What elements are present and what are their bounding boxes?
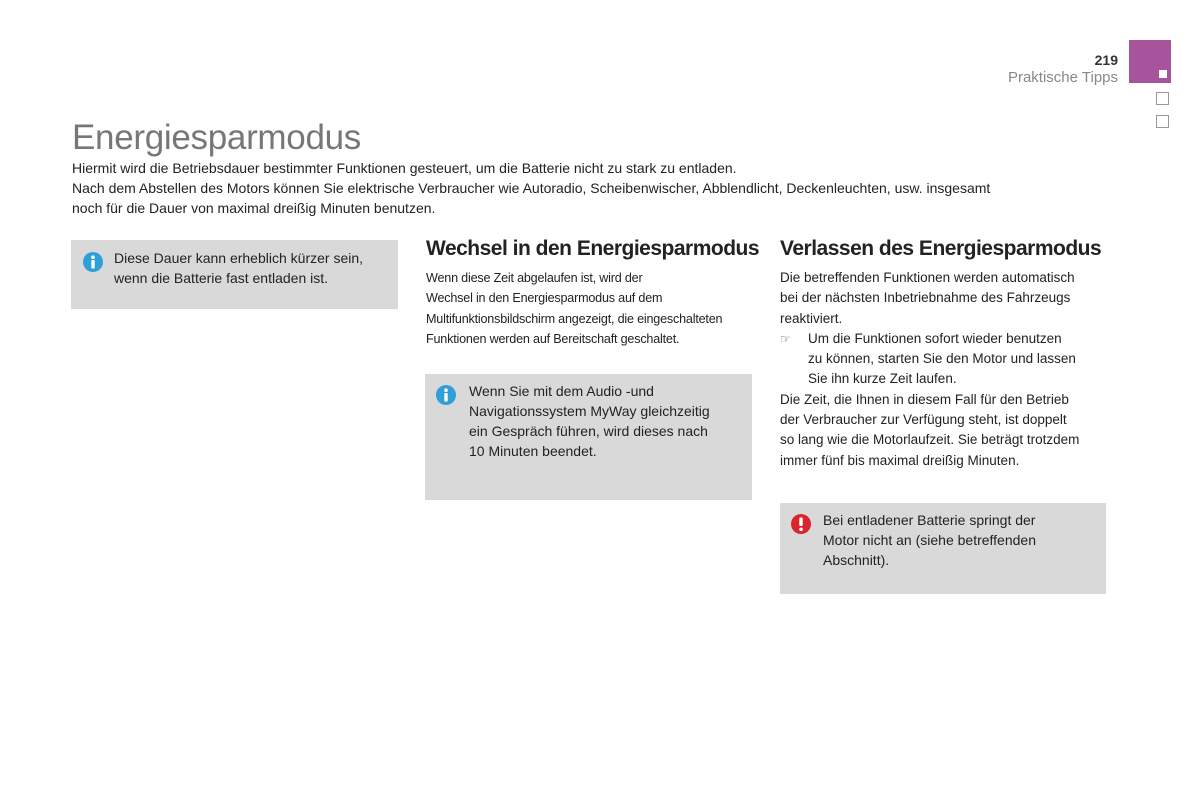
note-line: Wenn Sie mit dem Audio -und [469,383,654,399]
body-line: der Verbraucher zur Verfügung steht, ist doppelt [780,412,1067,428]
note-line: Bei entladener Batterie springt der [823,512,1036,528]
section-name: Praktische Tipps [1007,69,1118,86]
intro-line: noch für die Dauer von maximal dreißig Minuten benutzen. [72,200,436,216]
chapter-tab-box [1156,92,1169,105]
intro-line: Hiermit wird die Betriebsdauer bestimmter Funktionen gesteuert, um die Batterie nicht zu stark zu entladen. [72,160,737,176]
section-heading-enter: Wechsel in den Energiesparmodus [426,237,760,260]
body-line: so lang wie die Motorlaufzeit. Sie beträgt trotzdem [780,432,1080,448]
warning-note [780,503,1106,594]
pointing-hand-icon: ☞ [780,331,791,346]
body-line: reaktiviert. [780,310,843,326]
note-line: Abschnitt). [823,552,890,568]
note-line: Navigationssystem MyWay gleichzeitig [469,403,710,419]
section-body-enter [426,268,756,349]
body-line: Multifunktionsbildschirm angezeigt, die eingeschalteten [426,311,723,326]
info-icon [83,252,103,272]
body-line: immer fünf bis maximal dreißig Minuten. [780,452,1020,468]
section-heading-exit: Verlassen des Energiesparmodus [780,237,1102,260]
body-line: zu können, starten Sie den Motor und lassen [808,351,1076,367]
chapter-tab-marker [1129,40,1171,83]
page-number: 219 [1094,52,1118,68]
body-line: Sie ihn kurze Zeit laufen. [808,371,957,387]
intro-line: Nach dem Abstellen des Motors können Sie elektrische Verbraucher wie Autoradio, Scheibenwischer, Abblendlicht, Deckenleuchten, usw. insgesamt [72,180,991,196]
chapter-tab-box [1156,115,1169,128]
intro-text [72,158,1132,218]
body-line: Wechsel in den Energiesparmodus auf dem [426,291,663,306]
note-line: wenn die Batterie fast entladen ist. [114,270,329,286]
body-line: Um die Funktionen sofort wieder benutzen [808,330,1062,346]
body-line: bei der nächsten Inbetriebnahme des Fahrzeugs [780,290,1071,306]
chapter-tab-dot [1159,70,1167,78]
warning-icon [791,514,811,534]
note-line: Diese Dauer kann erheblich kürzer sein, [114,250,364,266]
info-note-left [71,240,398,309]
body-line: Die Zeit, die Ihnen in diesem Fall für den Betrieb [780,391,1069,407]
body-line: Wenn diese Zeit abgelaufen ist, wird der [426,271,643,285]
info-note-middle [425,374,752,500]
body-line: Funktionen werden auf Bereitschaft geschaltet. [426,331,680,346]
page-title: Energiesparmodus [72,118,361,157]
body-line: Die betreffenden Funktionen werden automatisch [780,270,1075,285]
section-body-exit [780,268,1110,471]
note-line: Motor nicht an (siehe betreffenden [823,532,1036,548]
info-icon [436,385,456,405]
bullet-item [780,329,1110,390]
note-line: 10 Minuten beendet. [469,443,597,459]
note-line: ein Gespräch führen, wird dieses nach [469,423,708,439]
